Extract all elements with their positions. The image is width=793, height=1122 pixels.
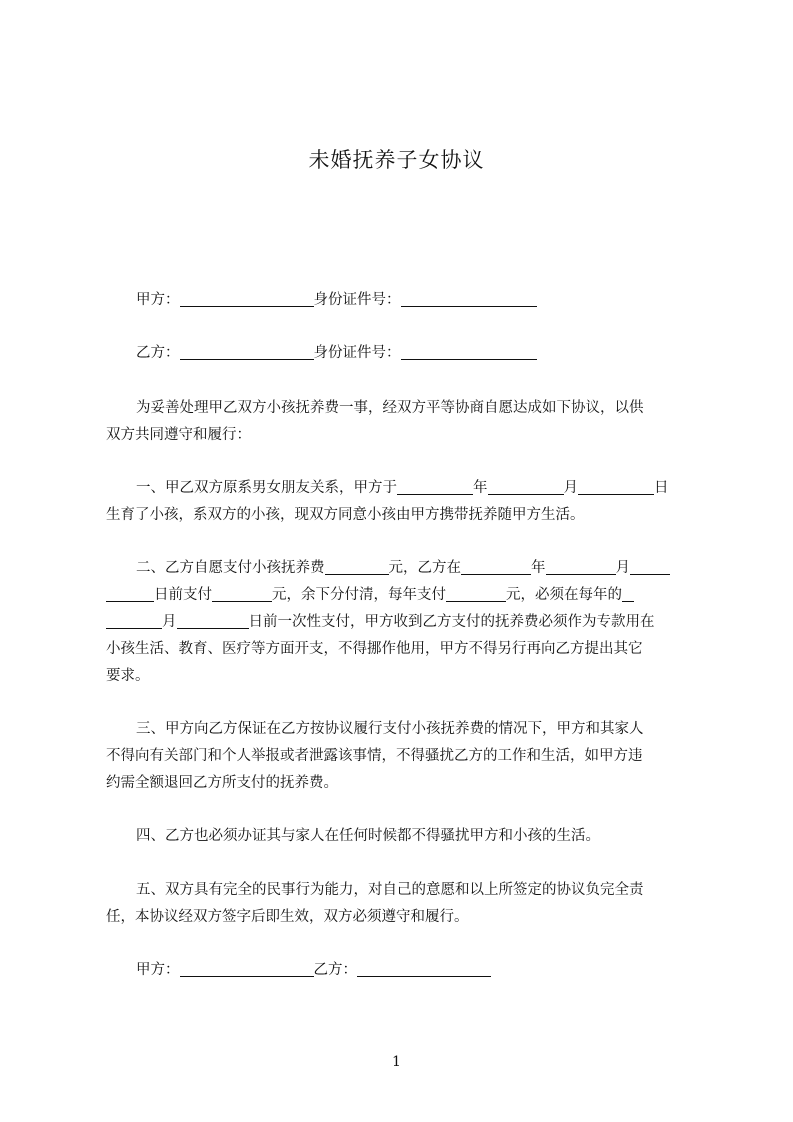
clause-2-text-c: 日前支付	[154, 587, 212, 603]
party-b-name-blank[interactable]	[180, 342, 314, 360]
clause-2-annual-day-blank[interactable]	[177, 611, 249, 629]
clause-2-month-label: 月	[615, 560, 630, 576]
clause-1-year-blank[interactable]	[397, 477, 473, 495]
clause-1-line-1	[106, 474, 736, 503]
clause-2-year-label: 年	[531, 560, 546, 576]
clause-2-line-1	[106, 554, 736, 583]
party-a-name-blank[interactable]	[180, 289, 314, 307]
party-b-id-label: 身份证件号：	[313, 345, 401, 361]
party-a-label: 甲方：	[136, 292, 180, 308]
clause-2-first-payment-blank[interactable]	[212, 584, 272, 602]
clause-2-fee-blank[interactable]	[325, 557, 389, 575]
clause-2-month-blank[interactable]	[546, 557, 616, 575]
party-b-label: 乙方：	[136, 345, 180, 361]
clause-2-line-2	[106, 581, 706, 610]
signature-row	[136, 956, 736, 985]
clause-1-line-2: 生育了小孩，系双方的小孩，现双方同意小孩由甲方携带抚养随甲方生活。	[106, 507, 585, 523]
page-number: 1	[392, 1054, 401, 1070]
clause-2-text-e: 元，必须在每年的	[506, 587, 622, 603]
clause-5-line-2: 任，本协议经双方签字后即生效，双方必须遵守和履行。	[106, 909, 469, 925]
party-a-id-blank[interactable]	[401, 289, 537, 307]
clause-2-line-4: 小孩生活、教育、医疗等方面开支，不得挪作他用，甲方不得另行再向乙方提出其它	[106, 641, 643, 657]
clause-1-prefix: 一、甲乙双方原系男女朋友关系，甲方于	[136, 480, 397, 496]
document-title: 未婚抚养子女协议	[308, 148, 485, 172]
clause-2-day-blank-start[interactable]	[630, 557, 670, 575]
intro-line-2: 双方共同遵守和履行：	[106, 427, 251, 443]
clause-2-text-f: 日前一次性支付，甲方收到乙方支付的抚养费必须作为专款用在	[248, 614, 655, 630]
clause-2-year-blank[interactable]	[461, 557, 531, 575]
clause-1-month-label: 月	[563, 480, 578, 496]
clause-3-line-1: 三、甲方向乙方保证在乙方按协议履行支付小孩抚养费的情况下，甲方和其家人	[136, 721, 644, 737]
clause-2-text-d: 元，余下分付清，每年支付	[272, 587, 446, 603]
clause-2-line-5: 要求。	[106, 668, 150, 684]
clause-1-day-label: 日	[654, 480, 669, 496]
party-a-row	[136, 286, 736, 315]
clause-3-line-2: 不得向有关部门和个人举报或者泄露该事情，不得骚扰乙方的工作和生活，如甲方违	[106, 748, 643, 764]
clause-2-annual-month-blank-end[interactable]	[106, 611, 162, 629]
party-b-row	[136, 339, 736, 368]
clause-1-month-blank[interactable]	[488, 477, 564, 495]
clause-1-year-label: 年	[473, 480, 488, 496]
clause-2-annual-month-label: 月	[162, 614, 177, 630]
clause-5-line-1: 五、双方具有完全的民事行为能力，对自己的意愿和以上所签定的协议负完全责	[136, 882, 644, 898]
clause-2-text-b: 元，乙方在	[388, 560, 461, 576]
signature-party-a-blank[interactable]	[180, 959, 314, 977]
clause-4-line: 四、乙方也必须办证其与家人在任何时候都不得骚扰甲方和小孩的生活。	[136, 828, 600, 844]
clause-1-day-blank[interactable]	[578, 477, 654, 495]
clause-2-text-a: 二、乙方自愿支付小孩抚养费	[136, 560, 325, 576]
clause-2-annual-payment-blank[interactable]	[446, 584, 506, 602]
clause-2-day-blank-end[interactable]	[106, 584, 154, 602]
clause-3-line-3: 约需全额退回乙方所支付的抚养费。	[106, 775, 338, 791]
party-a-id-label: 身份证件号：	[313, 292, 401, 308]
party-b-id-blank[interactable]	[401, 342, 537, 360]
signature-party-b-blank[interactable]	[357, 959, 491, 977]
clause-2-line-3	[106, 608, 706, 637]
signature-party-b-label: 乙方：	[313, 962, 357, 978]
clause-2-annual-month-blank-start[interactable]	[622, 584, 634, 602]
intro-line-1: 为妥善处理甲乙双方小孩抚养费一事，经双方平等协商自愿达成如下协议，以供	[136, 400, 644, 416]
signature-party-a-label: 甲方：	[136, 962, 180, 978]
